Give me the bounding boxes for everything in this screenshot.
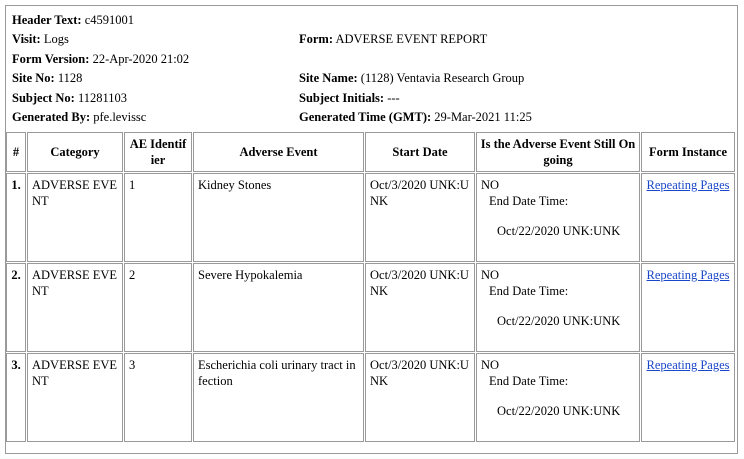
column-header-ae-identifier: AE Identifier	[124, 132, 192, 172]
category-cell: ADVERSE EVENT	[27, 173, 123, 262]
table-row	[6, 173, 735, 262]
end-date-value: Oct/22/2020 UNK:UNK	[497, 314, 621, 328]
ongoing-cell	[476, 173, 640, 262]
end-date-value: Oct/22/2020 UNK:UNK	[497, 224, 621, 238]
form-instance-cell	[641, 353, 735, 442]
subject-no-label: Subject No:	[12, 90, 75, 105]
ongoing-value: NO	[481, 178, 500, 192]
column-header-start-date: Start Date	[365, 132, 475, 172]
ae-identifier-cell: 2	[124, 263, 192, 352]
visit-label: Visit:	[12, 32, 41, 47]
adverse-event-table	[5, 131, 736, 443]
category-cell: ADVERSE EVENT	[27, 353, 123, 442]
repeating-pages-link[interactable]: Repeating Pages	[646, 358, 730, 372]
generated-time-label: Generated Time (GMT):	[299, 109, 432, 124]
adverse-event-cell: Severe Hypokalemia	[193, 263, 364, 352]
header-row-4	[12, 69, 732, 88]
category-cell: ADVERSE EVENT	[27, 263, 123, 352]
ongoing-value: NO	[481, 268, 500, 282]
generated-by-label: Generated By:	[12, 109, 91, 124]
subject-no-value: 11281103	[77, 90, 128, 105]
form-value: ADVERSE EVENT REPORT	[335, 32, 488, 47]
header-text-field	[12, 11, 134, 30]
site-name-label: Site Name:	[299, 71, 358, 86]
start-date-cell: Oct/3/2020 UNK:UNK	[365, 173, 475, 262]
header-row-3	[12, 50, 732, 69]
ongoing-cell	[476, 263, 640, 352]
column-header-adverse-event: Adverse Event	[193, 132, 364, 172]
site-name-value: (1128) Ventavia Research Group	[360, 71, 525, 86]
subject-no-field	[12, 89, 127, 108]
table-row	[6, 263, 735, 352]
subject-initials-value: ---	[387, 90, 400, 105]
end-date-label: End Date Time:	[489, 194, 569, 208]
header-row-2	[12, 30, 732, 49]
generated-time-value: 29-Mar-2021 11:25	[434, 109, 532, 124]
table-row	[6, 353, 735, 442]
row-number: 1.	[6, 173, 26, 262]
adverse-event-cell: Kidney Stones	[193, 173, 364, 262]
form-instance-cell	[641, 263, 735, 352]
start-date-cell: Oct/3/2020 UNK:UNK	[365, 353, 475, 442]
ongoing-value: NO	[481, 358, 500, 372]
visit-field	[12, 30, 69, 49]
header-row-6	[12, 108, 732, 127]
end-date-label: End Date Time:	[489, 284, 569, 298]
form-instance-cell	[641, 173, 735, 262]
subject-initials-label: Subject Initials:	[299, 90, 385, 105]
form-label: Form:	[299, 32, 334, 47]
report-header	[12, 11, 732, 127]
form-field	[299, 30, 487, 49]
ongoing-cell	[476, 353, 640, 442]
generated-by-value: pfe.levissc	[93, 109, 147, 124]
end-date-value: Oct/22/2020 UNK:UNK	[497, 404, 621, 418]
site-no-value: 1128	[57, 71, 83, 86]
site-no-label: Site No:	[12, 71, 55, 86]
form-version-field	[12, 50, 189, 69]
column-header-form-instance: Form Instance	[641, 132, 735, 172]
subject-initials-field	[299, 89, 400, 108]
generated-time-field	[299, 108, 532, 127]
column-header-category: Category	[27, 132, 123, 172]
header-text-label: Header Text:	[12, 13, 82, 27]
form-version-label: Form Version:	[12, 51, 90, 66]
form-version-value: 22-Apr-2020 21:02	[92, 51, 190, 66]
end-date-label: End Date Time:	[489, 374, 569, 388]
column-header-num: #	[6, 132, 26, 172]
repeating-pages-link[interactable]: Repeating Pages	[646, 178, 730, 192]
ae-identifier-cell: 3	[124, 353, 192, 442]
column-header-ongoing: Is the Adverse Event Still Ongoing	[476, 132, 640, 172]
start-date-cell: Oct/3/2020 UNK:UNK	[365, 263, 475, 352]
header-row-1	[12, 11, 732, 30]
repeating-pages-link[interactable]: Repeating Pages	[646, 268, 730, 282]
header-text-value: c4591001	[84, 13, 134, 27]
table-header-row	[6, 132, 735, 172]
ae-identifier-cell: 1	[124, 173, 192, 262]
adverse-event-cell: Escherichia coli urinary tract infection	[193, 353, 364, 442]
site-no-field	[12, 69, 82, 88]
generated-by-field	[12, 108, 146, 127]
row-number: 3.	[6, 353, 26, 442]
header-row-5	[12, 89, 732, 108]
visit-value: Logs	[43, 32, 69, 47]
site-name-field	[299, 69, 524, 88]
row-number: 2.	[6, 263, 26, 352]
